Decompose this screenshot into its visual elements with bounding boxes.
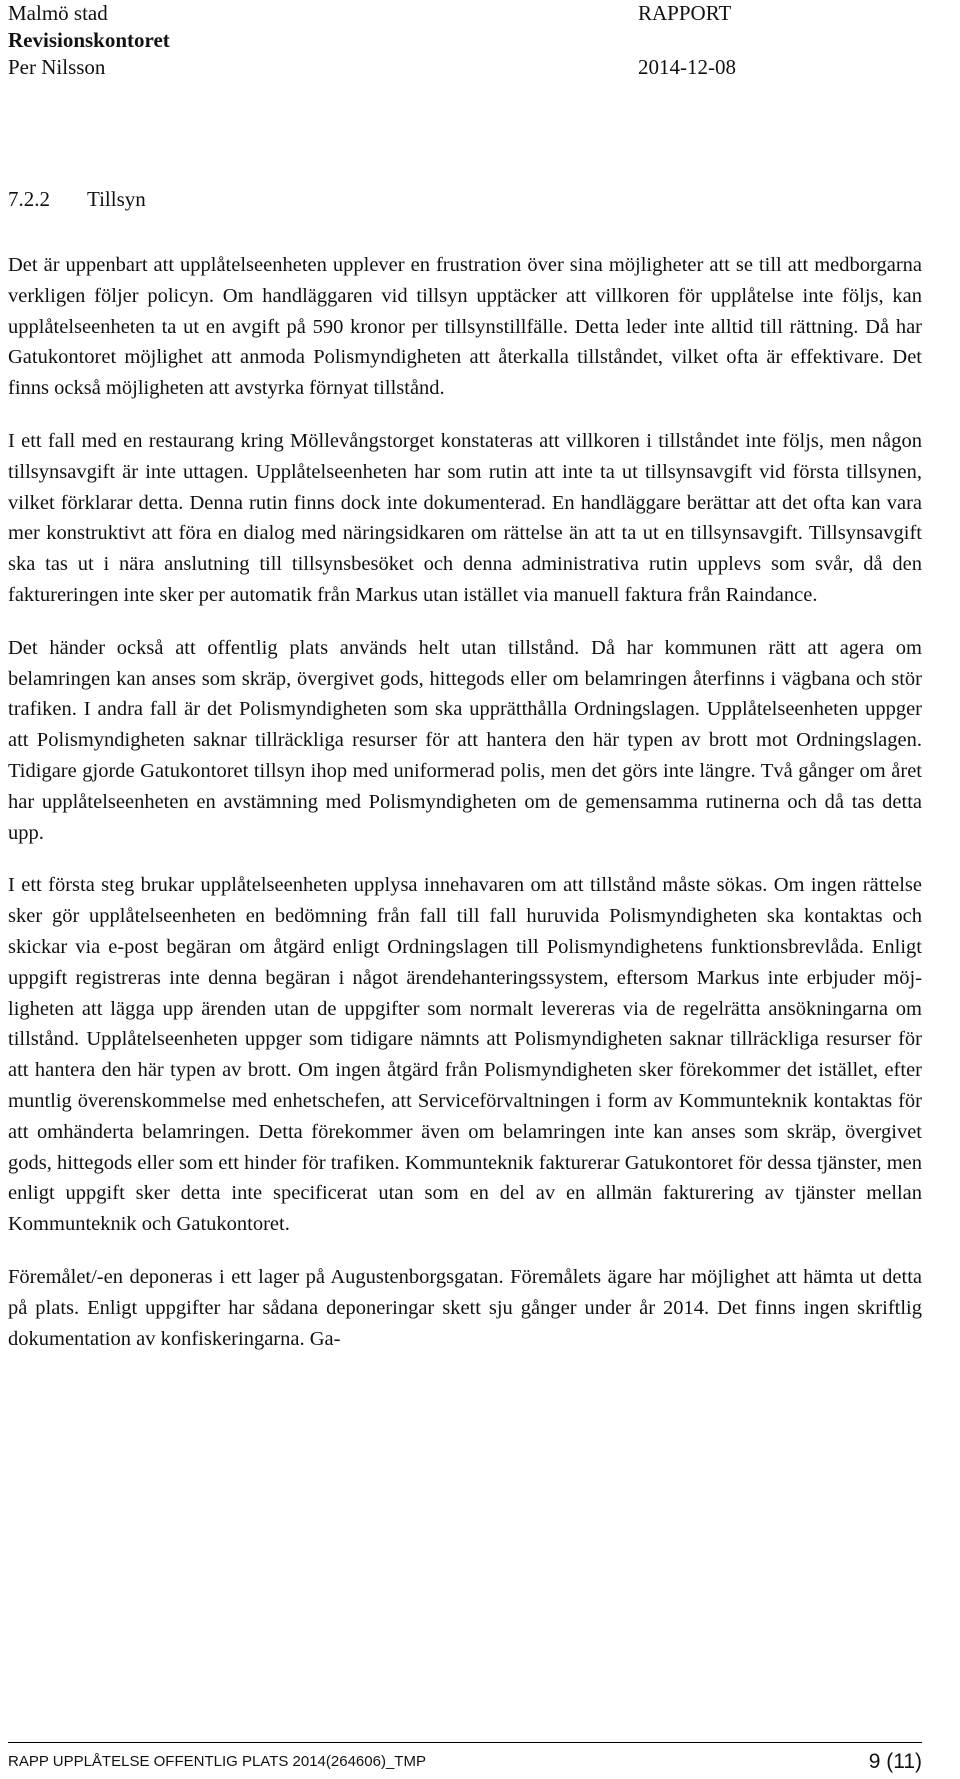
paragraph: I ett första steg brukar upplåtelseenheten upplysa innehavaren om att tillstånd måste sökas. Om ingen rättelse sker gör upplåtelseenheten en bedömning från fall till fall huruvida Polismyndigheten ska kontaktas och skickar via e-post begäran om åtgärd enligt Ordningslagen till Polismyndighetens funktionsbrevlåda. Enligt uppgift registreras inte denna begäran i något ärendehanteringssystem, eftersom Markus inte erbjuder möjligheten att lägga upp ärenden utan de uppgifter som normalt levereras via de regelrätta ansökningarna om tillstånd. Upplåtelseenheten uppger som tidigare nämnts att Polismyndigheten saknar tillräckliga resurser för att hantera den här typen av brott. Om ingen åtgärd från Polismyndigheten sker förekommer det istället, efter muntlig överenskommelse med enhetschefen, att Serviceförvaltningen i form av Kommunteknik kontaktas för att omhänderta belamringen. Detta förekommer även om belamringen inte kan anses som skräp, övergivet gods, hittegods eller som ett hinder för trafiken. Kommunteknik fakturerar Gatukontoret för dessa tjänster, men enligt uppgift sker detta inte specificerat utan som en del av en allmän fakturering av tjänster mellan Kommunteknik och Gatukontoret.	[8, 874, 922, 1236]
page-header	[8, 0, 768, 81]
body-text	[8, 250, 922, 1354]
section-heading	[8, 186, 146, 213]
header-author: Per Nilsson	[8, 55, 106, 79]
paragraph: Det händer också att offentlig plats används helt utan tillstånd. Då har kommunen rätt att agera om belamringen kan anses som skräp, övergivet gods, hittegods eller om belamringen återfinns i vägbana och stör trafiken. I andra fall är det Polismyndigheten som ska upprätthålla Ordningslagen. Upplåtelseenheten uppger att Polismyndigheten saknar tillräckliga resurser för att hantera den här typen av brott mot Ordningslagen. Tidigare gjorde Gatukontoret tillsyn ihop med uniformerad polis, men det görs inte längre. Två gånger om året har upplåtelseenheten en avstämning med Polismyndigheten om de gemensamma rutinerna och då tas detta upp.	[8, 636, 922, 844]
footer-page-number: 9 (11)	[868, 1750, 922, 1773]
header-date: 2014-12-08	[638, 55, 736, 79]
section-number: 7.2.2	[8, 187, 50, 211]
header-row-1	[8, 0, 768, 27]
header-row-2	[8, 27, 768, 54]
header-document-type: RAPPORT	[638, 1, 732, 25]
paragraph: I ett fall med en restaurang kring Möllevångstorget konstateras att villkoren i tillståndet inte följs, men någon tillsynsavgift är inte uttagen. Upplåtelseenheten har som rutin att inte ta ut tillsynsavgift vid första tillsynen, vilket förklarar detta. Denna rutin finns dock inte dokumenterad. En handläggare berättar att det ofta kan vara mer konstruktivt att föra en dialog med näringsidkaren om rättelse än att ta ut en tillsynsavgift. Tillsynsavgift ska tas ut i nära anslutning till tillsynsbesöket och denna administrativa rutin upplevs som svår, då den faktureringen inte sker per automatik från Markus utan istället via manuell faktura från Raindance.	[8, 429, 922, 606]
header-row-3	[8, 54, 768, 81]
footer-divider	[8, 1742, 922, 1743]
paragraph: Det är uppenbart att upplåtelseenheten upplever en frustration över sina möjligheter att se till att medborgarna verkligen följer policyn. Om handläggaren vid tillsyn upptäcker att villkoren för upplåtelse inte följs, kan upplåtelseenheten ta ut en avgift på 590 kronor per tillsynstillfälle. Detta leder inte alltid till rättning. Då har Gatukontoret möjlighet att anmoda Polismyndigheten att återkalla tillståndet, vilket ofta är effektivare. Det finns också möjligheten att avstyrka förnyat tillstånd.	[8, 254, 922, 400]
header-organization: Malmö stad	[8, 1, 108, 25]
header-department: Revisionskontoret	[8, 28, 170, 52]
section-title: Tillsyn	[87, 187, 146, 211]
page-footer	[8, 1748, 922, 1776]
paragraph: Föremålet/-en deponeras i ett lager på Augustenborgsgatan. Föremålets ägare har möjlighet att hämta ut detta på plats. Enligt uppgifter har sådana deponeringar skett sju gånger under år 2014. Det finns ingen skriftlig dokumentation av konfiskeringarna. Ga-	[8, 1265, 922, 1350]
footer-document-id: RAPP UPPLÅTELSE OFFENTLIG PLATS 2014(264606)_TMP	[8, 1753, 426, 1770]
